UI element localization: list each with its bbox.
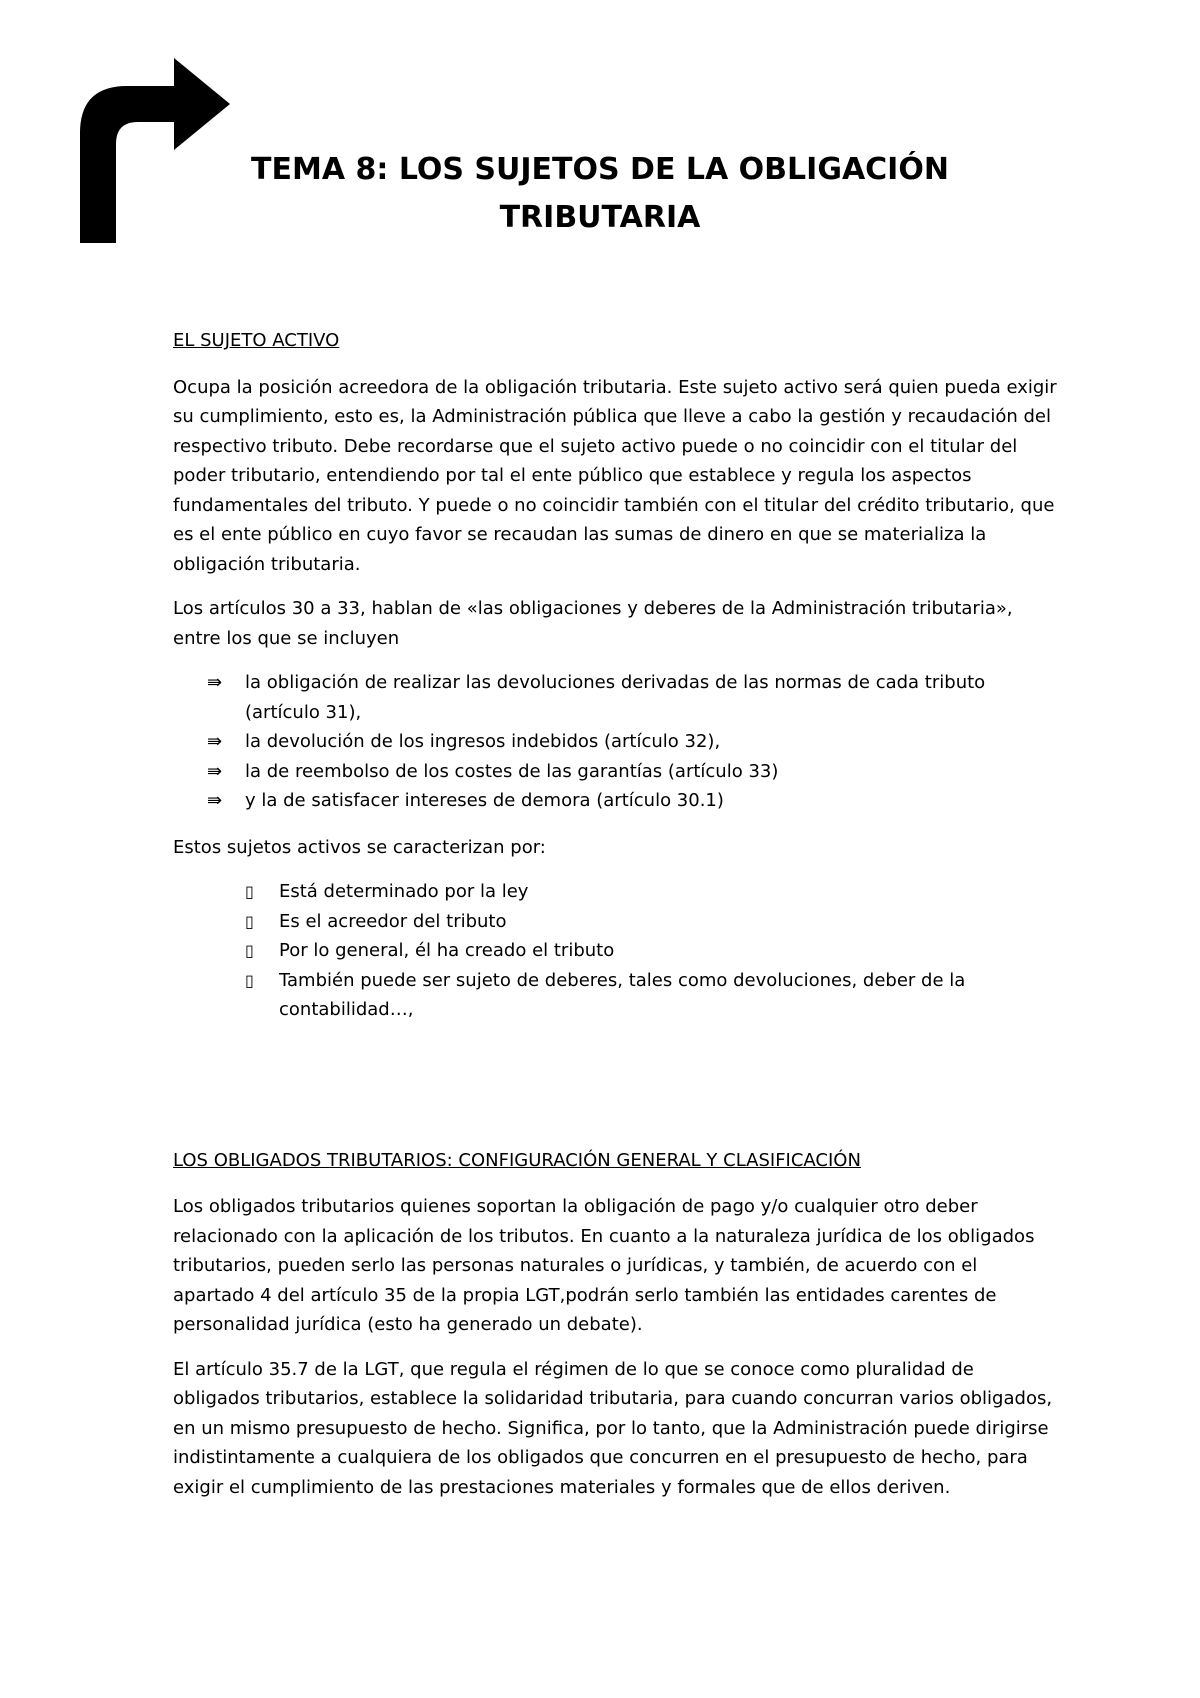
list-item: ▯ También puede ser sujeto de deberes, tales como devoluciones, deber de la contabilidad…,	[173, 966, 1063, 1025]
list-item: ⇛ y la de satisfacer intereses de demora (artículo 30.1)	[173, 786, 1063, 816]
title-line-1: TEMA 8: LOS SUJETOS DE LA OBLIGACIÓN	[251, 152, 949, 187]
page-title	[150, 146, 1050, 242]
characteristics-list	[173, 877, 1063, 1025]
paragraph: Los artículos 30 a 33, hablan de «las obligaciones y deberes de la Administración tributaria», entre los que se incluyen	[173, 598, 1013, 649]
obligations-list	[173, 668, 1063, 816]
list-item: ⇛ la devolución de los ingresos indebidos (artículo 32),	[173, 727, 1063, 757]
double-arrow-bullet-icon: ⇛	[207, 672, 223, 693]
box-bullet-icon: ▯	[245, 970, 254, 990]
section-heading-obligados: LOS OBLIGADOS TRIBUTARIOS: CONFIGURACIÓN GENERAL Y CLASIFICACIÓN	[173, 1149, 861, 1171]
title-line-2: TRIBUTARIA	[499, 200, 701, 235]
spacer	[173, 1042, 1063, 1146]
section-heading-sujeto-activo: EL SUJETO ACTIVO	[173, 330, 340, 351]
double-arrow-bullet-icon: ⇛	[207, 790, 223, 811]
paragraph: Ocupa la posición acreedora de la obligación tributaria. Este sujeto activo será quien pueda exigir su cumplimiento, esto es, la Administración pública que lleve a cabo la gestión y recaudación del respectivo tributo. Debe recordarse que el sujeto activo puede o no coincidir con el titular del poder tributario, entendiendo por tal el ente público que establece y regula los aspectos fundamentales del tributo. Y puede o no coincidir también con el titular del crédito tributario, que es el ente público en cuyo favor se recaudan las sumas de dinero en que se materializa la obligación tributaria.	[173, 376, 1057, 575]
list-item: ⇛ la de reembolso de los costes de las garantías (artículo 33)	[173, 757, 1063, 787]
double-arrow-bullet-icon: ⇛	[207, 760, 223, 782]
paragraph: Los obligados tributarios quienes soportan la obligación de pago y/o cualquier otro deber relacionado con la aplicación de los tributos. En cuanto a la naturaleza jurídica de los obligados tributarios, pueden serlo las personas naturales o jurídicas, y también, de acuerdo con el apartado 4 del artículo 35 de la propia LGT,podrán serlo también las entidades carentes de personalidad jurídica (esto ha generado un debate).	[173, 1196, 1035, 1335]
list-item: ▯ Por lo general, él ha creado el tributo	[173, 936, 1063, 966]
list-item: ⇛ la obligación de realizar las devoluciones derivadas de las normas de cada tributo (artículo 31),	[173, 668, 1063, 727]
box-bullet-icon: ▯	[245, 911, 254, 931]
paragraph: El artículo 35.7 de la LGT, que regula el régimen de lo que se conoce como pluralidad de obligados tributarios, establece la solidaridad tributaria, para cuando concurran varios obligados, en un mismo presupuesto de hecho. Significa, por lo tanto, que la Administración puede dirigirse indistintamente a cualquiera de los obligados que concurren en el presupuesto de hecho, para exigir el cumplimiento de las prestaciones materiales y formales que de ellos deriven.	[173, 1358, 1053, 1498]
list-item: ▯ Está determinado por la ley	[173, 877, 1063, 907]
box-bullet-icon: ▯	[245, 941, 254, 960]
box-bullet-icon: ▯	[245, 882, 254, 901]
document-body	[173, 326, 1063, 1517]
double-arrow-bullet-icon: ⇛	[207, 731, 223, 752]
list-item: ▯ Es el acreedor del tributo	[173, 907, 1063, 937]
paragraph: Estos sujetos activos se caracterizan por:	[173, 836, 546, 858]
